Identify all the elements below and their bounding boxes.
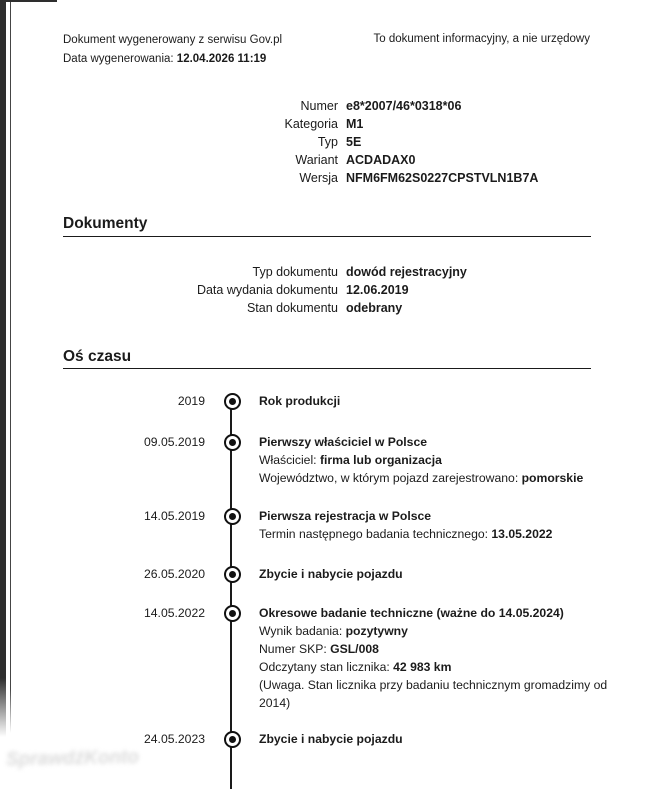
event-detail (259, 469, 609, 487)
scan-edge-strip (0, 0, 6, 737)
vehicle-field-row (63, 169, 591, 187)
event-title: Pierwsza rejestracja w Polsce (259, 509, 432, 523)
timeline-node-icon (224, 508, 241, 525)
document-field-row (63, 281, 591, 299)
field-label: Kategoria (284, 117, 338, 131)
event-detail (259, 525, 609, 543)
event-date: 09.05.2019 (144, 435, 205, 449)
detail-label: Numer SKP: (259, 642, 327, 656)
event-date: 24.05.2023 (144, 732, 205, 746)
field-label: Stan dokumentu (246, 301, 338, 315)
timeline-event (63, 604, 608, 712)
field-label: Typ dokumentu (252, 265, 338, 279)
vehicle-fields (63, 97, 591, 187)
event-detail (259, 451, 609, 469)
field-label: Wariant (295, 153, 338, 167)
timeline-event (63, 565, 591, 583)
event-date: 26.05.2020 (144, 567, 205, 581)
detail-value: pomorskie (521, 471, 584, 485)
vehicle-field-row (63, 97, 591, 115)
timeline-event (63, 730, 591, 748)
detail-value: pozytywny (345, 624, 408, 638)
field-value: odebrany (346, 301, 403, 315)
generation-date-line (63, 50, 282, 69)
generation-date-label: Data wygenerowania: (63, 53, 174, 65)
illegible-watermark: SprawdźKonto (5, 746, 140, 771)
detail-label: (Uwaga. Stan licznika przy badaniu technicznym gromadzimy od 2014) (259, 678, 608, 710)
vehicle-field-row (63, 151, 591, 169)
timeline-node-icon (224, 731, 241, 748)
event-title: Zbycie i nabycie pojazdu (259, 732, 403, 746)
detail-label: Właściciel: (259, 453, 317, 467)
document-field-row (63, 299, 591, 317)
event-title: Okresowe badanie techniczne (ważne do 14.05.2024) (259, 606, 564, 620)
vehicle-field-row (63, 133, 591, 151)
event-title: Zbycie i nabycie pojazdu (259, 567, 403, 581)
event-title: Pierwszy właściciel w Polsce (259, 435, 428, 449)
section-divider (63, 236, 591, 237)
generation-date-value: 12.04.2026 11:19 (176, 53, 267, 65)
event-title: Rok produkcji (259, 394, 341, 408)
event-detail (259, 658, 609, 676)
detail-value: GSL/008 (330, 642, 379, 656)
generated-from-text: Dokument wygenerowany z serwisu Gov.pl (63, 34, 283, 46)
detail-label: Wynik badania: (259, 624, 343, 638)
event-date: 14.05.2019 (144, 509, 205, 523)
field-value: e8*2007/46*0318*06 (346, 99, 462, 113)
field-value: 5E (346, 135, 362, 149)
timeline-node-icon (224, 434, 241, 451)
field-value: NFM6FM62S0227CPSTVLN1B7A (346, 171, 539, 185)
detail-label: Termin następnego badania technicznego: (259, 527, 489, 541)
event-date: 2019 (177, 394, 205, 408)
field-value: ACDADAX0 (346, 153, 416, 167)
timeline-event (63, 433, 591, 487)
field-value: 12.06.2019 (346, 283, 409, 297)
timeline-section-title: Oś czasu (63, 348, 132, 365)
timeline-node-icon (224, 605, 241, 622)
field-label: Wersja (299, 171, 338, 185)
field-label: Typ (317, 135, 338, 149)
field-label: Data wydania dokumentu (196, 283, 338, 297)
document-field-row (63, 263, 591, 281)
field-value: M1 (346, 117, 364, 131)
timeline-event (63, 392, 591, 410)
detail-label: Województwo, w którym pojazd zarejestrowano: (259, 471, 519, 485)
header-left (63, 31, 282, 69)
timeline-node-icon (224, 566, 241, 583)
detail-value: firma lub organizacja (319, 453, 442, 467)
event-date: 14.05.2022 (144, 606, 205, 620)
field-label: Numer (300, 99, 338, 113)
field-value: dowód rejestracyjny (346, 265, 467, 279)
timeline (63, 392, 608, 787)
timeline-node-icon (224, 393, 241, 410)
event-detail (259, 640, 609, 658)
event-detail (259, 622, 609, 640)
section-divider (63, 368, 591, 369)
page-border-line (10, 0, 11, 733)
timeline-event (63, 507, 591, 543)
documents-fields (63, 263, 591, 317)
event-detail (259, 676, 609, 712)
detail-label: Odczytany stan licznika: (259, 660, 390, 674)
detail-value: 42 983 km (393, 660, 452, 674)
info-note: To dokument informacyjny, a nie urzędowy (373, 33, 590, 45)
vehicle-field-row (63, 115, 591, 133)
detail-value: 13.05.2022 (491, 527, 553, 541)
documents-section-title: Dokumenty (63, 215, 148, 232)
scan-edge-top (0, 0, 57, 2)
